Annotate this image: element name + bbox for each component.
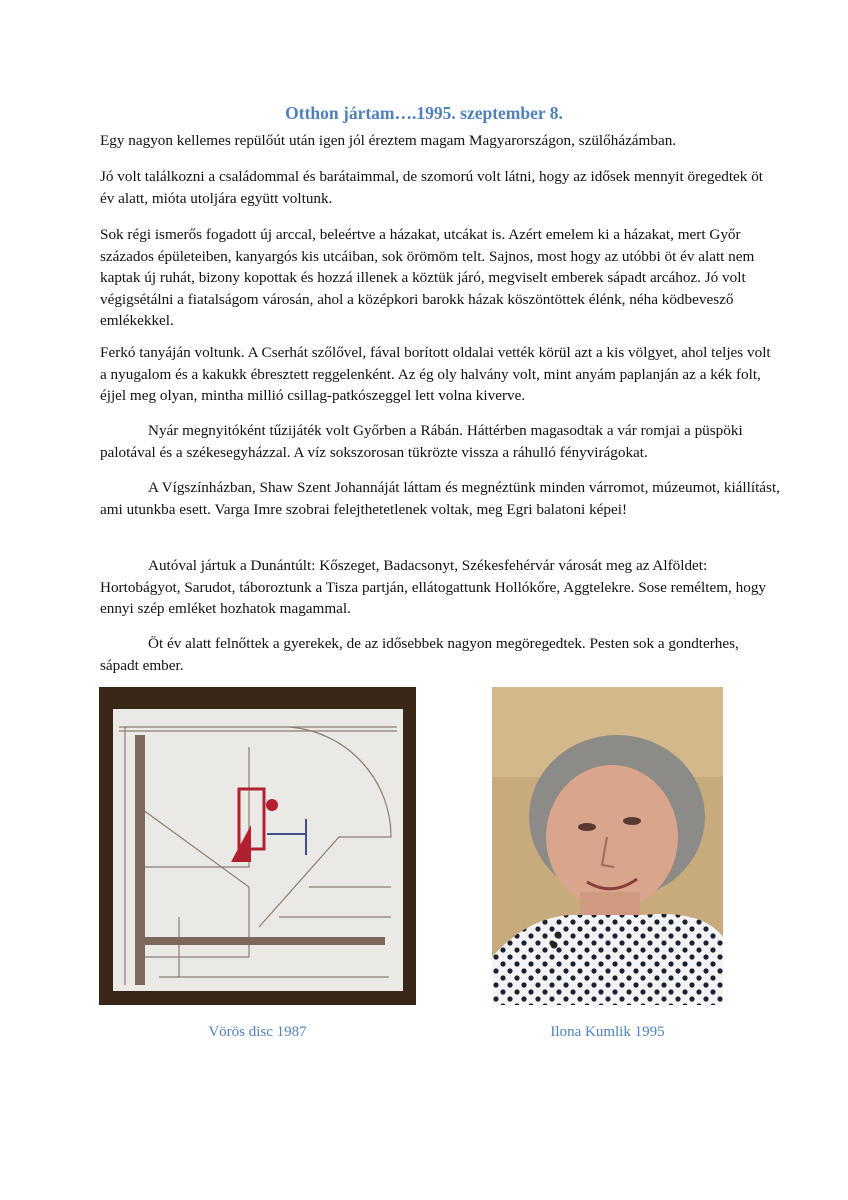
paragraph-1: Egy nagyon kellemes repülőút után igen jól éreztem magam Magyarországon, szülőházámban. bbox=[100, 132, 677, 149]
painting-caption: Vörös disc 1987 bbox=[208, 1024, 307, 1040]
paragraph-3: Sok régi ismerős fogadott új arccal, beleértve a házakat, utcákat is. Azért emelem ki a házakat, mert Győr százados épületeiben, kanyargós kis utcáiban, sok örömöm telt. Sajnos, most hogy az utóbbi öt év alatt nem kaptak új ruhát, bizony kopottak és hozzá illenek a köztük járó, megviselt emberek sápadt arcához. Jó volt végigsétálni a fiatalságom városán, ahol a középkori barokk házak köszöntöttek élénk, néha ködbevesző emlékekkel. bbox=[100, 226, 755, 329]
paragraph-5: Nyár megnyitóként tűzijáték volt Győrben a Rábán. Háttérben magasodtak a vár romjai a püspöki palotával és a székesegyházzal. A víz sokszorosan tükrözte vissza a ráhulló fényvirágokat. bbox=[100, 422, 743, 461]
paragraph-4: Ferkó tanyáján voltunk. A Cserhát szőlővel, fával borított oldalai vették körül azt a kis völgyet, ahol teljes volt a nyugalom és a kakukk ébresztett reggelenként. Az ég oly halvány volt, mint anyám paplanján az a kék folt, éjjel meg olyan, mintha millió csillag-patkószeggel lett volna kiverve. bbox=[100, 344, 771, 404]
page-title: Otthon jártam….1995. szeptember 8. bbox=[285, 103, 563, 123]
painting-image bbox=[99, 687, 416, 1005]
paragraph-8: Öt év alatt felnőttek a gyerekek, de az idősebbek nagyon megöregedtek. Pesten sok a gondterhes, sápadt ember. bbox=[100, 635, 739, 674]
portrait-photo bbox=[492, 687, 723, 1005]
paragraph-2: Jó volt találkozni a családommal és barátaimmal, de szomorú volt látni, hogy az idősek mennyit öregedtek öt év alatt, mióta utoljára együtt voltunk. bbox=[100, 168, 764, 207]
paragraph-7: Autóval jártuk a Dunántúlt: Kőszeget, Badacsonyt, Székesfehérvár városát meg az Alföldet: Hortobágyot, Sarudot, táboroztunk a Tisza partján, ellátogattunk Hollókőre, Aggtelekre. Sose reméltem, hogy ennyi szép emléket hozhatok magammal. bbox=[100, 557, 767, 617]
paragraph-6: A Vígszínházban, Shaw Szent Johannáját láttam és megnéztünk minden várromot, múzeumot, kiállítást, ami utunkba esett. Varga Imre szobrai felejthetetlenek voltak, meg Egri balatoni képei! bbox=[100, 479, 780, 518]
portrait-caption: Ilona Kumlik 1995 bbox=[550, 1024, 665, 1040]
